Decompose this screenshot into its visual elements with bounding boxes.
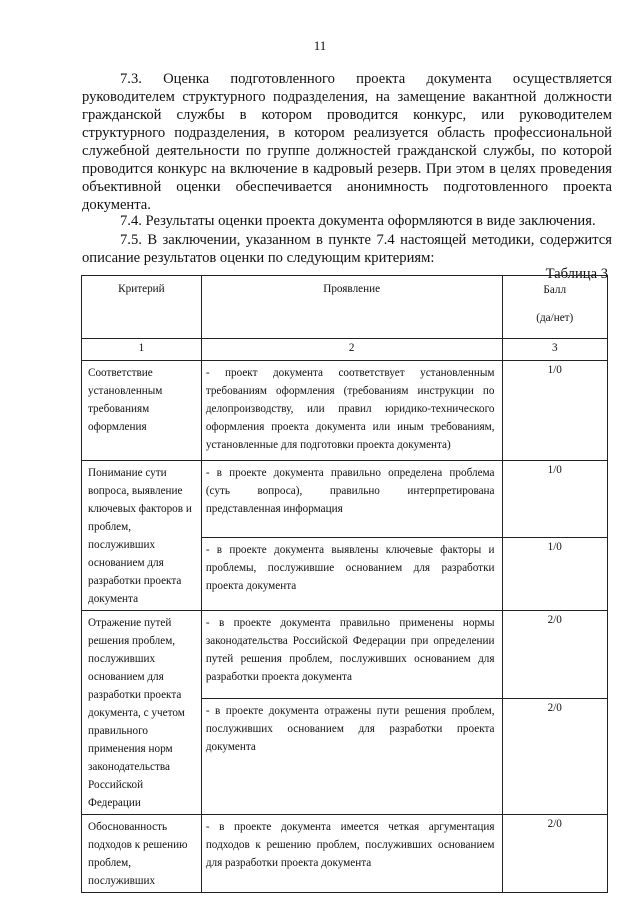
paragraph-7-5: 7.5. В заключении, указанном в пункте 7.4 настоящей методики, содержится описание результатов оценки по следующим критериям:	[82, 232, 612, 266]
paragraph-7-4: 7.4. Результаты оценки проекта документа оформляются в виде заключения.	[120, 213, 596, 229]
criterion-cell: Понимание сути вопроса, выявление ключевых факторов и проблем, послуживших основанием для разработки проекта документа	[82, 461, 202, 611]
column-number-1: 1	[82, 339, 202, 361]
manifestation-cell: - в проекте документа имеется четкая аргументация подходов к решению проблем, послуживших основанием для разработки проекта документа	[201, 815, 502, 893]
header-criterion: Критерий	[82, 276, 202, 339]
score-cell: 2/0	[502, 699, 608, 815]
table-row	[82, 815, 608, 893]
score-cell: 1/0	[502, 538, 608, 611]
criterion-cell: Соответствие установленным требованиям оформления	[82, 361, 202, 461]
table-row	[82, 461, 608, 538]
header-score-label: Балл	[543, 284, 567, 296]
score-cell: 2/0	[502, 611, 608, 699]
table-row	[82, 361, 608, 461]
score-cell: 1/0	[502, 361, 608, 461]
manifestation-cell: - в проекте документа правильно применены нормы законодательства Российской Федерации при определении путей решения проблем, послуживших основанием для разработки проекта документа	[201, 611, 502, 699]
manifestation-cell: - проект документа соответствует установленным требованиям оформления (требованиям инструкции по делопроизводству, или правил юридико-технического оформления проекта документа или иным требованиям, установленные для подготовки проекта документа)	[201, 361, 502, 461]
header-manifestation: Проявление	[201, 276, 502, 339]
column-number-3: 3	[502, 339, 608, 361]
manifestation-cell: - в проекте документа выявлены ключевые факторы и проблемы, послужившие основанием для разработки проекта документа	[201, 538, 502, 611]
column-number-2: 2	[201, 339, 502, 361]
criterion-cell: Обоснованность подходов к решению проблем, послуживших	[82, 815, 202, 893]
table-header-row	[82, 276, 608, 339]
paragraph-7-3: 7.3. Оценка подготовленного проекта документа осуществляется руководителем структурного подразделения, на замещение вакантной должности гражданской службы в котором проводится конкурс, или руководителем структурного подразделения, в котором реализуется область профессиональной служебной деятельности по группе должностей гражданской службы, по которой проводится конкурс на включение в кадровый резерв. При этом в целях проведения объективной оценки обеспечивается анонимность подготовленного проекта документа.	[82, 71, 612, 213]
header-score	[502, 276, 608, 339]
header-score-hint: (да/нет)	[536, 312, 574, 324]
manifestation-cell: - в проекте документа правильно определена проблема (суть вопроса), правильно интерпретирована представленная информация	[201, 461, 502, 538]
score-cell: 2/0	[502, 815, 608, 893]
table-caption: Таблица 3	[545, 266, 608, 282]
criterion-cell: Отражение путей решения проблем, послуживших основанием для разработки проекта документа, с учетом правильного применения норм законодательства Российской Федерации	[82, 611, 202, 815]
column-number-row	[82, 339, 608, 361]
criteria-table	[81, 275, 608, 893]
page-number: 11	[313, 38, 327, 53]
score-cell: 1/0	[502, 461, 608, 538]
table-row	[82, 611, 608, 699]
manifestation-cell: - в проекте документа отражены пути решения проблем, послуживших основанием для разработки проекта документа	[201, 699, 502, 815]
